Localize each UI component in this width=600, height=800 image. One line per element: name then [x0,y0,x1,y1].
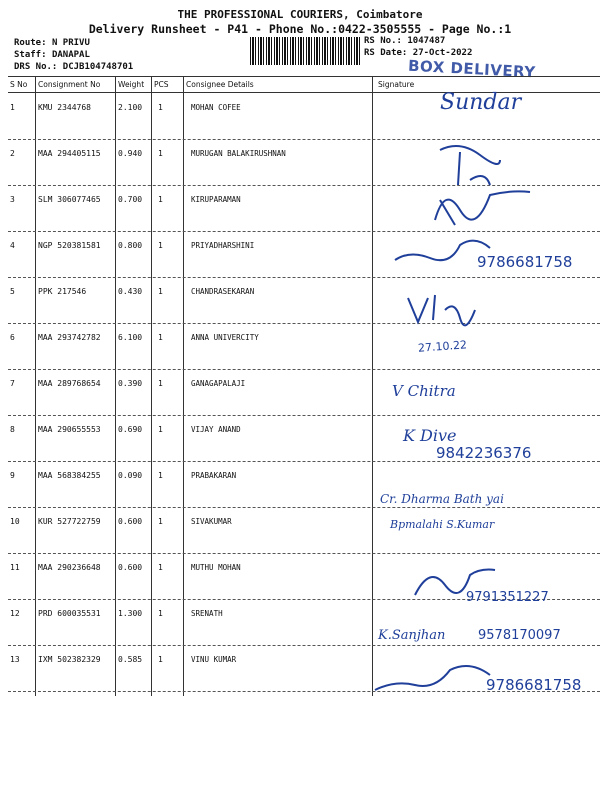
row-pcs: 1 [158,149,163,158]
row-consignee: SRENATH [191,609,223,618]
col-sno: S No [10,80,28,89]
row-weight: 2.100 [118,103,143,112]
row-consignee: VINU KUMAR [191,655,237,664]
row-weight: 0.090 [118,471,143,480]
row-consignment: MAA 568384255 [38,471,101,480]
rs-no-label: RS No.: [364,36,402,46]
signature-row-12: K.Sanjhan [378,628,446,643]
row-weight: 0.600 [118,563,143,572]
row-sno: 5 [10,287,15,296]
row-pcs: 1 [158,103,163,112]
table-row [8,277,600,324]
row-sno: 12 [10,609,20,618]
row-sno: 2 [10,149,15,158]
signature-row-3 [420,180,540,230]
row-consignment: PRD 600035531 [38,609,101,618]
phone-row-13: 9786681758 [486,676,582,694]
table-row [8,323,600,370]
col-consignment: Consignment No [38,80,101,89]
row-consignment: NGP 520381581 [38,241,101,250]
row-weight: 0.800 [118,241,143,250]
rs-no-line [364,36,445,46]
row-pcs: 1 [158,379,163,388]
row-pcs: 1 [158,195,163,204]
row-consignment: MAA 289768654 [38,379,101,388]
row-weight: 0.940 [118,149,143,158]
runsheet-title: Delivery Runsheet - P41 - Phone No.:0422-3505555 - Page No.:1 [88,22,512,36]
row-sno: 13 [10,655,20,664]
row-consignee: PRIYADHARSHINI [191,241,255,250]
route-value: N PRIVU [51,38,90,48]
route-line [14,38,90,48]
drs-line [14,62,133,72]
row-consignment: SLM 306077465 [38,195,101,204]
staff-label: Staff: [14,50,47,60]
col-consignee: Consignee Details [186,80,254,89]
barcode [250,37,360,65]
row-sno: 10 [10,517,20,526]
row-consignee: SIVAKUMAR [191,517,232,526]
row-consignment: MAA 290236648 [38,563,101,572]
row-consignee: VIJAY ANAND [191,425,241,434]
row-weight: 0.600 [118,517,143,526]
signature-row-8: K Dive [403,426,457,445]
row-consignment: PPK 217546 [38,287,87,296]
drs-label: DRS No.: [14,62,58,72]
row-consignee: MUTHU MOHAN [191,563,241,572]
row-sno: 11 [10,563,20,572]
row-sno: 8 [10,425,15,434]
staff-line [14,50,90,60]
rs-date-label: RS Date: [364,48,408,58]
row-weight: 0.430 [118,287,143,296]
row-consignment: KMU 2344768 [38,103,91,112]
signature-row-10: Bpmalahi S.Kumar [390,518,495,531]
row-weight: 6.100 [118,333,143,342]
row-pcs: 1 [158,241,163,250]
table-row [8,507,600,554]
row-pcs: 1 [158,333,163,342]
col-signature: Signature [378,80,415,89]
rs-date-value: 27-Oct-2022 [412,48,473,58]
row-consignment: IXM 502382329 [38,655,101,664]
row-consignee: KIRUPARAMAN [191,195,241,204]
row-weight: 0.390 [118,379,143,388]
table-row [8,369,600,416]
row-weight: 0.690 [118,425,143,434]
company-title: THE PROFESSIONAL COURIERS, Coimbatore [177,8,423,21]
row-consignment: MAA 290655553 [38,425,101,434]
row-consignment: KUR 527722759 [38,517,101,526]
signature-row-13 [370,660,500,700]
signature-row-9: Cr. Dharma Bath yai [380,492,504,506]
col-weight: Weight [118,80,145,89]
row-consignment: MAA 294405115 [38,149,101,158]
staff-value: DANAPAL [51,50,90,60]
row-consignee: CHANDRASEKARAN [191,287,255,296]
drs-value: DCJB104748701 [62,62,134,72]
signature-row-7: V Chitra [392,382,456,400]
row-consignee: MOHAN COFEE [191,103,241,112]
row-pcs: 1 [158,425,163,434]
row-sno: 1 [10,103,15,112]
date-row-6: 27.10.22 [417,338,468,355]
box-delivery-stamp: BOX DELIVERY [407,56,537,82]
table-top-rule [8,76,600,77]
row-weight: 0.585 [118,655,143,664]
signature-row-1: Sundar [440,90,522,115]
row-pcs: 1 [158,287,163,296]
phone-row-12: 9578170097 [478,628,561,643]
row-pcs: 1 [158,471,163,480]
row-weight: 1.300 [118,609,143,618]
phone-row-8: 9842236376 [436,444,532,462]
row-consignee: GANAGAPALAJI [191,379,246,388]
route-label: Route: [14,38,47,48]
row-pcs: 1 [158,655,163,664]
rs-no-value: 1047487 [407,36,446,46]
row-pcs: 1 [158,563,163,572]
row-sno: 9 [10,471,15,480]
row-sno: 3 [10,195,15,204]
row-consignee: MURUGAN BALAKIRUSHNAN [191,149,286,158]
col-pcs: PCS [154,80,169,89]
signature-row-5 [400,290,480,330]
row-sno: 4 [10,241,15,250]
row-consignee: PRABAKARAN [191,471,237,480]
phone-row-11: 9791351227 [466,590,549,605]
row-weight: 0.700 [118,195,143,204]
row-consignment: MAA 293742782 [38,333,101,342]
row-pcs: 1 [158,609,163,618]
row-sno: 7 [10,379,15,388]
phone-row-4: 9786681758 [477,253,573,271]
table-row [8,139,600,186]
table-row [8,461,600,508]
row-consignee: ANNA UNIVERCITY [191,333,259,342]
row-sno: 6 [10,333,15,342]
row-pcs: 1 [158,517,163,526]
